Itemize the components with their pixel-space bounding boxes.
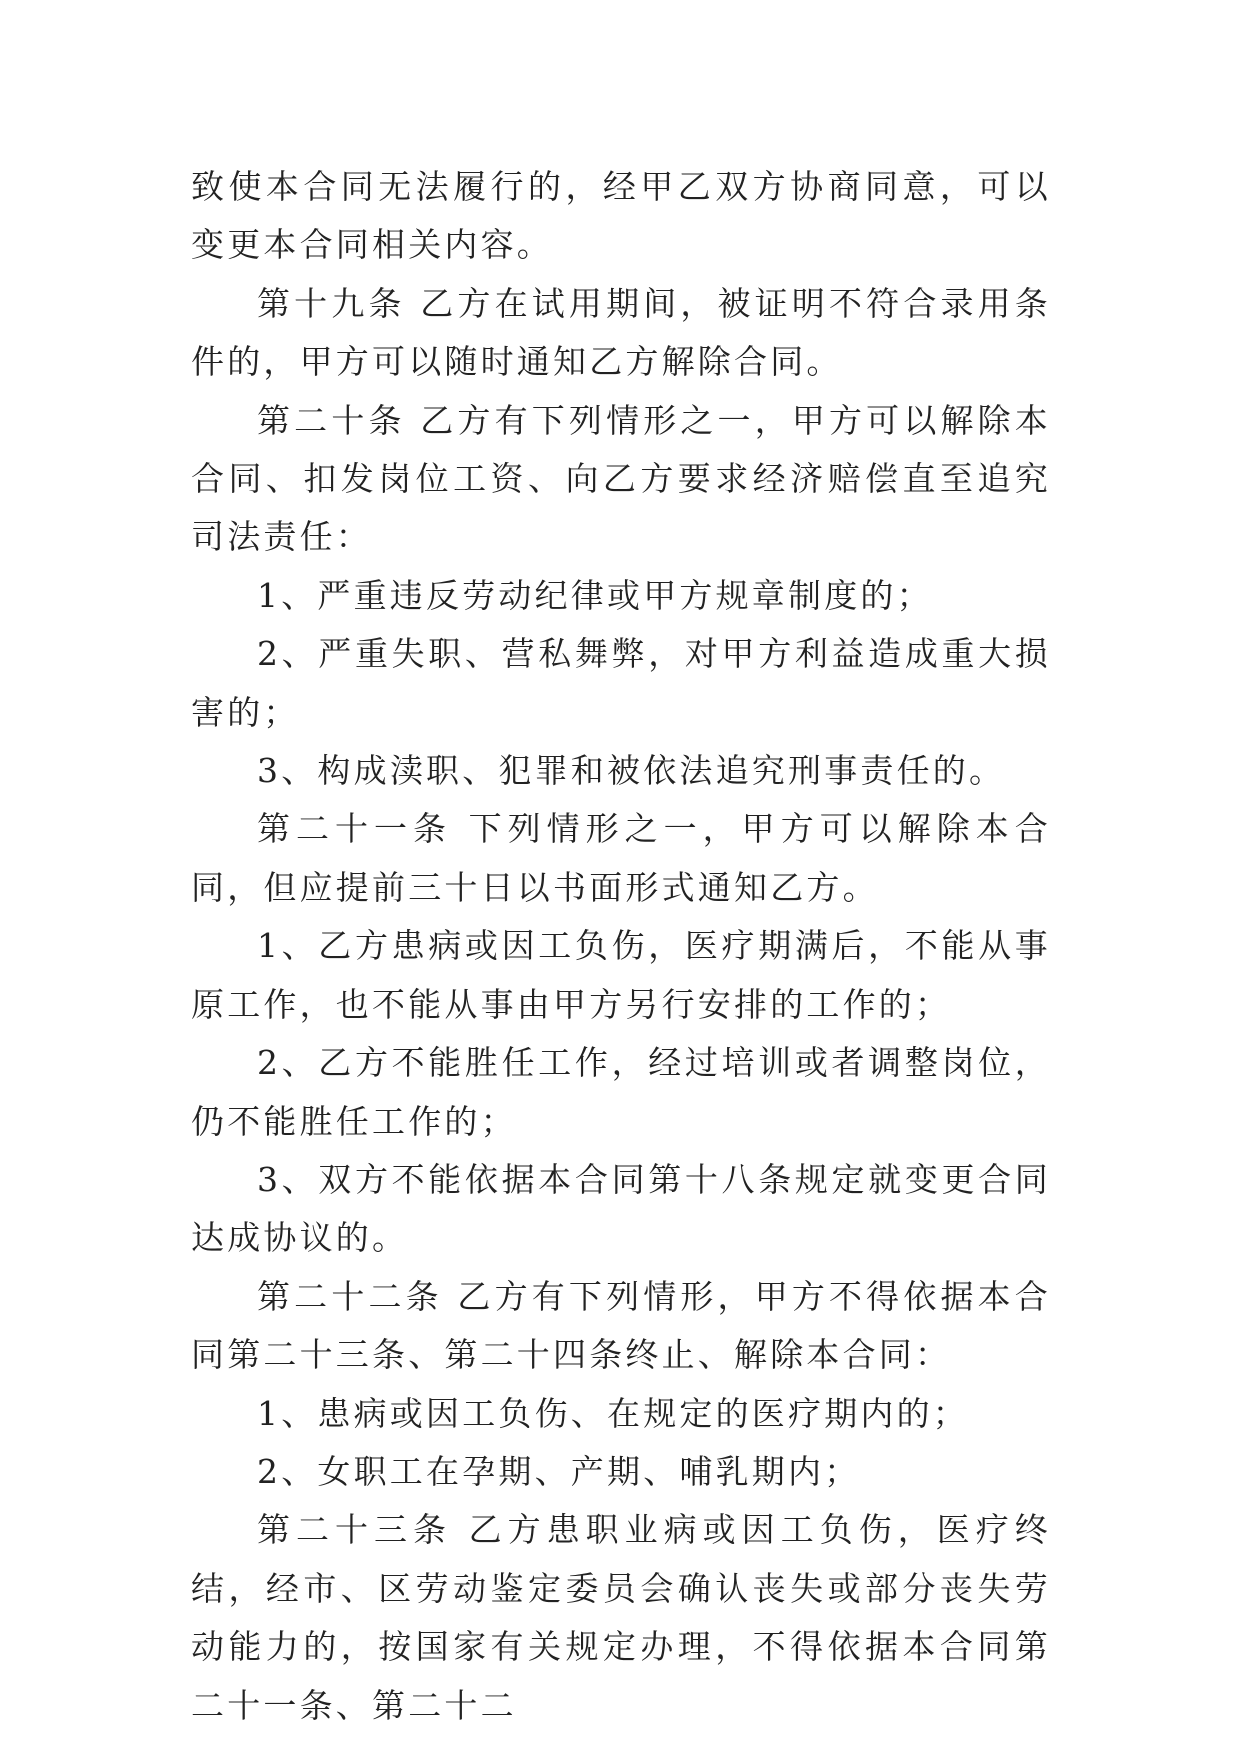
list-item: 1、乙方患病或因工负伤，医疗期满后，不能从事原工作，也不能从事由甲方另行安排的工作的； bbox=[191, 926, 1051, 1024]
list-item: 3、构成渎职、犯罪和被依法追究刑事责任的。 bbox=[257, 751, 1006, 791]
list-item: 1、严重违反劳动纪律或甲方规章制度的； bbox=[257, 575, 933, 615]
document-body bbox=[191, 158, 1051, 1735]
article-21-paragraph: 第二十一条 下列情形之一，甲方可以解除本合同，但应提前三十日以书面形式通知乙方。 bbox=[191, 809, 1051, 907]
list-item: 2、女职工在孕期、产期、哺乳期内； bbox=[257, 1451, 861, 1491]
article-19-paragraph: 第十九条 乙方在试用期间，被证明不符合录用条件的，甲方可以随时通知乙方解除合同。 bbox=[191, 283, 1051, 382]
article-20-paragraph: 第二十条 乙方有下列情形之一，甲方可以解除本合同、扣发岗位工资、向乙方要求经济赔偿直至追究司法责任： bbox=[191, 400, 1051, 557]
article-22-paragraph: 第二十二条 乙方有下列情形，甲方不得依据本合同第二十三条、第二十四条终止、解除本合同： bbox=[191, 1276, 1051, 1375]
list-item: 2、乙方不能胜任工作，经过培训或者调整岗位，仍不能胜任工作的； bbox=[191, 1043, 1051, 1141]
article-23-paragraph: 第二十三条 乙方患职业病或因工负伤，医疗终结，经市、区劳动鉴定委员会确认丧失或部分丧失劳动能力的，按国家有关规定办理，不得依据本合同第二十一条、第二十二 bbox=[191, 1510, 1051, 1725]
paragraph-continued: 致使本合同无法履行的，经甲乙双方协商同意，可以变更本合同相关内容。 bbox=[191, 167, 1051, 265]
list-item: 3、双方不能依据本合同第十八条规定就变更合同达成协议的。 bbox=[191, 1159, 1051, 1258]
list-item: 2、严重失职、营私舞弊，对甲方利益造成重大损害的； bbox=[191, 634, 1051, 732]
list-item: 1、患病或因工负伤、在规定的医疗期内的； bbox=[257, 1393, 969, 1433]
